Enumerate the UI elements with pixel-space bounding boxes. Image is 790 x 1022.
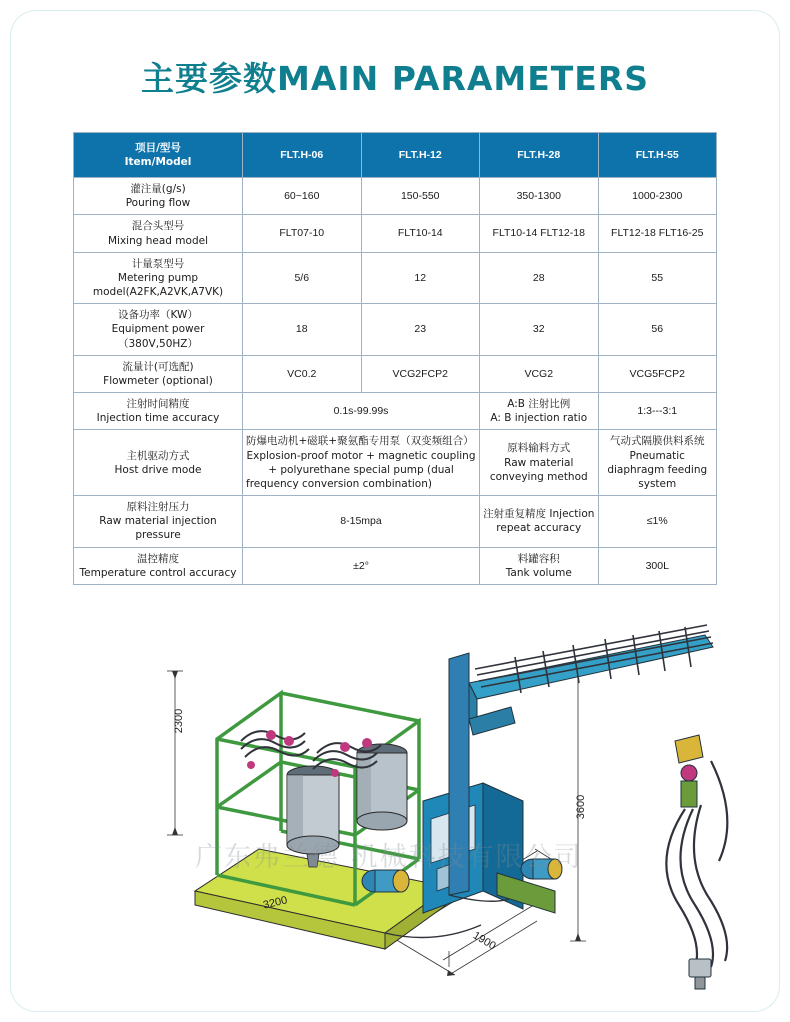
row-label-temperature-control-accuracy: 温控精度 Temperature control accuracy [74, 547, 243, 584]
cell-metering-pump-28: 28 [480, 252, 599, 304]
cell-injection-time-value: 0.1s-99.99s [243, 393, 480, 430]
row-label-mixing-head-model: 混合头型号 Mixing head model [74, 215, 243, 252]
dimension-label-width: 3200 [261, 894, 289, 912]
cell-equipment-power-06: 18 [243, 304, 362, 356]
machine-pour-head [689, 959, 711, 989]
cell-temperature-accuracy-value: ±2° [243, 547, 480, 584]
row-label-raw-material-conveying: 原料输料方式 Raw material conveying method [480, 430, 599, 496]
page-title: 主要参数MAIN PARAMETERS [140, 59, 650, 98]
cell-injection-repeat-accuracy-value: ≤1% [598, 496, 717, 548]
parameters-table-wrapper [73, 132, 717, 585]
cell-equipment-power-12: 23 [361, 304, 480, 356]
machine-dimension-drawing [45, 623, 745, 1012]
row-label-host-drive-mode: 主机驱动方式 Host drive mode [74, 430, 243, 496]
cell-ab-injection-ratio-value: 1:3---3:1 [598, 393, 717, 430]
table-row [74, 547, 717, 584]
column-header-flt-h-28: FLT.H-28 [480, 133, 599, 178]
row-label-pouring-flow: 灌注量(g/s) Pouring flow [74, 178, 243, 215]
table-row [74, 252, 717, 304]
cell-mixing-head-06: FLT07-10 [243, 215, 362, 252]
table-header-row [74, 133, 717, 178]
column-header-item-model: 项目/型号 Item/Model [74, 133, 243, 178]
cell-metering-pump-12: 12 [361, 252, 480, 304]
row-label-equipment-power: 设备功率（KW） Equipment power（380V,50HZ） [74, 304, 243, 356]
parameters-table [73, 132, 717, 585]
cell-tank-volume-value: 300L [598, 547, 717, 584]
column-header-flt-h-55: FLT.H-55 [598, 133, 717, 178]
row-label-tank-volume: 料罐容积 Tank volume [480, 547, 599, 584]
column-header-flt-h-06: FLT.H-06 [243, 133, 362, 178]
machine-mixing-head [675, 735, 703, 807]
column-header-flt-h-12: FLT.H-12 [361, 133, 480, 178]
table-body [74, 178, 717, 585]
table-row [74, 496, 717, 548]
table-row [74, 178, 717, 215]
dimension-label-depth: 1900 [470, 929, 498, 953]
content-card [10, 10, 780, 1012]
cell-flowmeter-06: VC0.2 [243, 355, 362, 392]
table-row [74, 304, 717, 356]
cell-flowmeter-55: VCG5FCP2 [598, 355, 717, 392]
cell-host-drive-mode-value: 防爆电动机+磁联+聚氨酯专用泵（双变频组合） Explosion-proof motor + magnetic coupling + polyurethane special pump (dual frequency conversion combination) [243, 430, 480, 496]
dimension-label-height-boom: 3600 [575, 794, 588, 820]
cell-equipment-power-28: 32 [480, 304, 599, 356]
cell-pouring-flow-06: 60~160 [243, 178, 362, 215]
row-label-raw-material-injection-pressure: 原料注射压力 Raw material injection pressure [74, 496, 243, 548]
cell-feeding-system-value: 气动式隔膜供料系统 Pneumatic diaphragm feeding system [598, 430, 717, 496]
dimension-label-height-main: 2300 [173, 708, 186, 734]
cell-injection-pressure-value: 8-15mpa [243, 496, 480, 548]
row-label-flowmeter: 流量计(可选配) Flowmeter (optional) [74, 355, 243, 392]
table-row [74, 215, 717, 252]
cell-equipment-power-55: 56 [598, 304, 717, 356]
cell-pouring-flow-55: 1000-2300 [598, 178, 717, 215]
watermark-text: 广东弗兰德 机械科技有限公司 [195, 841, 583, 873]
row-label-metering-pump: 计量泵型号 Metering pump model(A2FK,A2VK,A7VK) [74, 252, 243, 304]
cell-pouring-flow-28: 350-1300 [480, 178, 599, 215]
cell-metering-pump-06: 5/6 [243, 252, 362, 304]
table-row [74, 393, 717, 430]
row-label-injection-repeat-accuracy: 注射重复精度 Injection repeat accuracy [480, 496, 599, 548]
table-row [74, 355, 717, 392]
cell-mixing-head-55: FLT12-18 FLT16-25 [598, 215, 717, 252]
cell-flowmeter-28: VCG2 [480, 355, 599, 392]
cell-mixing-head-12: FLT10-14 [361, 215, 480, 252]
cell-pouring-flow-12: 150-550 [361, 178, 480, 215]
table-header [74, 133, 717, 178]
cell-mixing-head-28: FLT10-14 FLT12-18 [480, 215, 599, 252]
table-row [74, 430, 717, 496]
row-label-injection-time-accuracy: 注射时间精度 Injection time accuracy [74, 393, 243, 430]
cell-flowmeter-12: VCG2FCP2 [361, 355, 480, 392]
row-label-ab-injection-ratio: A:B 注射比例 A: B injection ratio [480, 393, 599, 430]
machine-drawing-svg [45, 623, 745, 1012]
cell-metering-pump-55: 55 [598, 252, 717, 304]
